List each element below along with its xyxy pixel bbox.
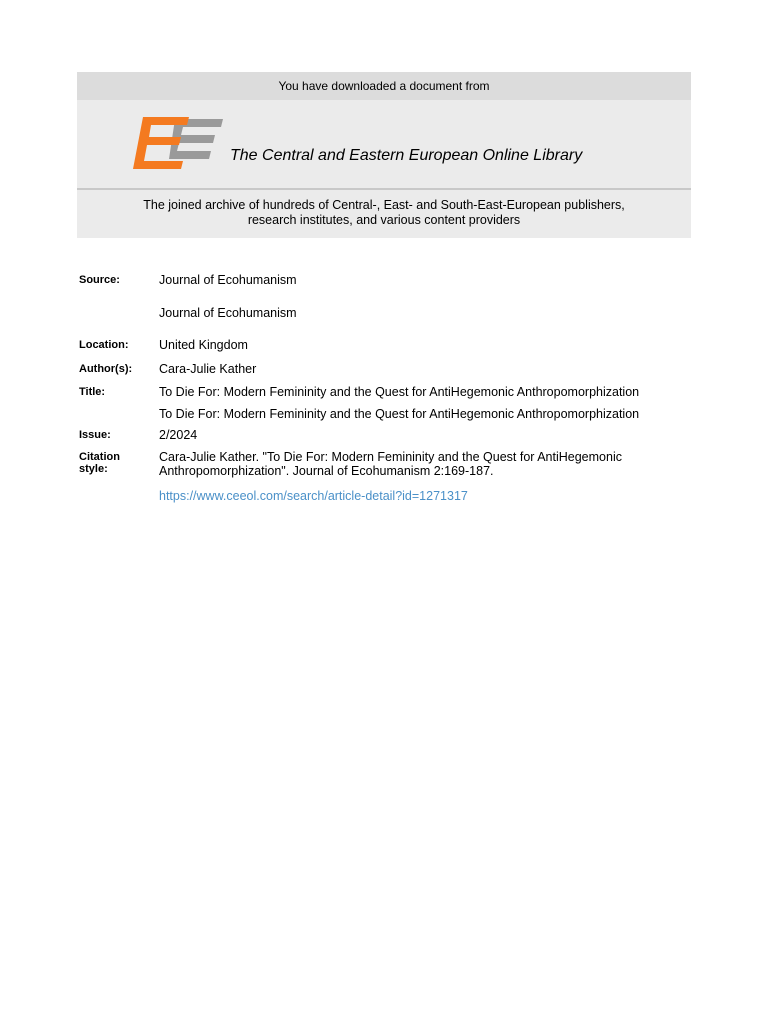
issue-label: Issue: — [79, 429, 111, 441]
banner-description-line: research institutes, and various content providers — [247, 213, 521, 227]
source-label: Source: — [79, 274, 120, 286]
banner-description-line: The joined archive of hundreds of Central-, East- and South-East-European publishers, — [143, 198, 625, 212]
title-value-secondary: To Die For: Modern Femininity and the Quest for AntiHegemonic Anthropomorphization — [159, 407, 640, 421]
source-value-secondary: Journal of Ecohumanism — [159, 306, 297, 320]
library-title: The Central and Eastern European Online Library — [230, 147, 583, 164]
location-label: Location: — [79, 339, 129, 351]
citation-label-line: Citation — [79, 451, 120, 463]
citation-value-line: Anthropomorphization". Journal of Ecohumanism 2:169-187. — [159, 464, 494, 478]
title-label: Title: — [79, 386, 106, 398]
issue-value: 2/2024 — [159, 428, 198, 442]
citation-value-line: Cara-Julie Kather. "To Die For: Modern Femininity and the Quest for AntiHegemonic — [159, 450, 622, 464]
authors-label: Author(s): — [79, 363, 133, 375]
ceeol-banner — [77, 72, 691, 238]
article-url-link[interactable]: https://www.ceeol.com/search/article-detail?id=1271317 — [159, 489, 468, 503]
banner-divider — [77, 188, 691, 190]
source-value: Journal of Ecohumanism — [159, 273, 297, 287]
location-value: United Kingdom — [159, 338, 248, 352]
citation-value — [159, 450, 622, 478]
citation-label — [79, 451, 120, 475]
banner-description — [77, 198, 691, 228]
citation-label-line: style: — [79, 463, 108, 475]
authors-value: Cara-Julie Kather — [159, 362, 257, 376]
download-notice: You have downloaded a document from — [77, 72, 691, 100]
ceeol-logo-icon — [131, 113, 223, 171]
title-value: To Die For: Modern Femininity and the Quest for AntiHegemonic Anthropomorphization — [159, 385, 640, 399]
